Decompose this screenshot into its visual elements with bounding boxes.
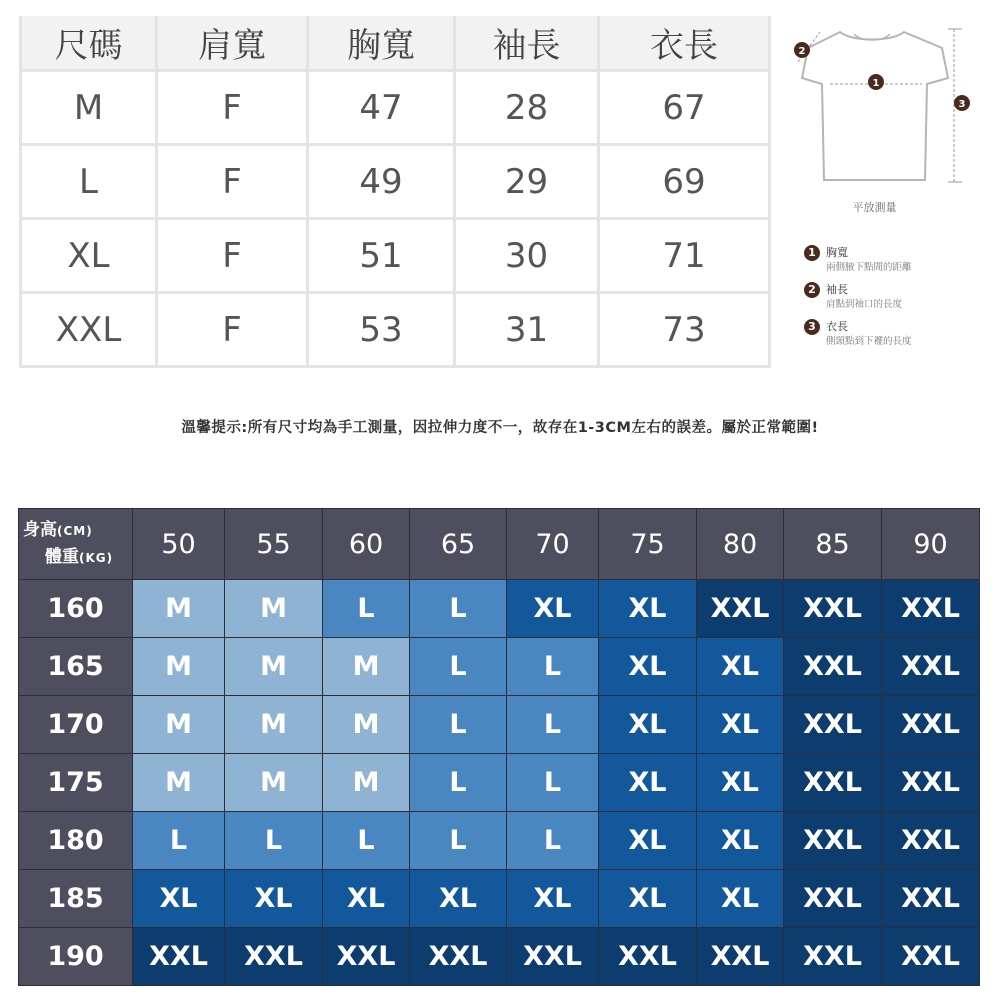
size-table-cell: XXL (19, 294, 158, 368)
size-table-cell: 49 (309, 146, 456, 220)
recommended-size-cell: M (323, 696, 410, 754)
recommended-size-cell: XL (507, 580, 599, 638)
recommended-size-cell: L (410, 580, 507, 638)
recommended-size-cell: XL (697, 696, 784, 754)
recommended-size-cell: XL (133, 870, 225, 928)
recommended-size-cell: L (507, 696, 599, 754)
size-measurement-table (19, 16, 771, 368)
recommended-size-cell: XXL (784, 754, 882, 812)
recommended-size-cell: M (323, 754, 410, 812)
height-header-cell: 190 (19, 928, 133, 986)
weight-header-cell: 90 (882, 509, 980, 580)
recommended-size-cell: XL (697, 754, 784, 812)
size-table-cell: 69 (600, 146, 771, 220)
weight-header-cell: 75 (599, 509, 697, 580)
recommended-size-cell: L (507, 638, 599, 696)
recommended-size-cell: XXL (784, 580, 882, 638)
size-header-cell: 肩寬 (158, 16, 309, 72)
size-table-row (19, 220, 771, 294)
legend-title: 衣長 (826, 320, 848, 333)
weight-header-row (19, 509, 980, 580)
recommended-size-cell: XXL (133, 928, 225, 986)
size-header-cell: 胸寬 (309, 16, 456, 72)
recommended-size-cell: L (410, 812, 507, 870)
recommended-size-cell: XXL (323, 928, 410, 986)
legend-number: 3 (804, 319, 820, 335)
height-weight-size-table (18, 508, 980, 986)
recommended-size-cell: XXL (882, 696, 980, 754)
body-length-marker (954, 95, 970, 111)
recommended-size-cell: XL (599, 638, 697, 696)
size-header-cell: 衣長 (600, 16, 771, 72)
recommended-size-cell: M (133, 696, 225, 754)
height-header-cell: 170 (19, 696, 133, 754)
size-table-cell: 47 (309, 72, 456, 146)
recommended-size-cell: XL (410, 870, 507, 928)
svg-text:2: 2 (798, 46, 806, 57)
legend-description: 肩點到袖口的長度 (826, 299, 903, 310)
recommended-size-cell: XXL (784, 870, 882, 928)
size-table-cell: M (19, 72, 158, 146)
size-table-cell: F (158, 220, 309, 294)
recommended-size-cell: XXL (882, 754, 980, 812)
weight-header-cell: 50 (133, 509, 225, 580)
recommended-size-cell: XXL (225, 928, 323, 986)
size-table-cell: 67 (600, 72, 771, 146)
recommended-size-cell: XXL (697, 580, 784, 638)
size-table-row (19, 146, 771, 220)
height-header-cell: 160 (19, 580, 133, 638)
height-header-cell: 180 (19, 812, 133, 870)
size-table-cell: 73 (600, 294, 771, 368)
size-table-header-row (19, 16, 771, 72)
recommended-size-cell: XL (599, 812, 697, 870)
height-row (19, 928, 980, 986)
recommended-size-cell: M (133, 754, 225, 812)
sleeve-length-marker (794, 42, 810, 58)
size-table-cell: 30 (456, 220, 600, 294)
recommended-size-cell: L (323, 812, 410, 870)
recommended-size-cell: L (410, 754, 507, 812)
recommended-size-cell: XL (599, 870, 697, 928)
recommended-size-cell: XXL (882, 638, 980, 696)
height-header-cell: 185 (19, 870, 133, 928)
height-row (19, 812, 980, 870)
recommended-size-cell: M (225, 754, 323, 812)
recommended-size-cell: XXL (599, 928, 697, 986)
recommended-size-cell: XL (697, 812, 784, 870)
svg-text:1: 1 (872, 78, 880, 89)
recommended-size-cell: XXL (507, 928, 599, 986)
recommended-size-cell: XL (323, 870, 410, 928)
height-row (19, 580, 980, 638)
recommended-size-cell: XXL (697, 928, 784, 986)
recommended-size-cell: L (410, 638, 507, 696)
recommended-size-cell: XXL (784, 812, 882, 870)
size-table-cell: F (158, 72, 309, 146)
recommended-size-cell: L (410, 696, 507, 754)
height-row (19, 638, 980, 696)
legend-number: 1 (804, 245, 820, 261)
recommended-size-cell: M (225, 580, 323, 638)
weight-header-cell: 80 (697, 509, 784, 580)
recommended-size-cell: XXL (882, 870, 980, 928)
svg-text:3: 3 (958, 99, 966, 110)
size-table-cell: 51 (309, 220, 456, 294)
chest-width-marker (868, 74, 884, 90)
weight-header-cell: 85 (784, 509, 882, 580)
recommended-size-cell: L (323, 580, 410, 638)
recommended-size-cell: XXL (882, 928, 980, 986)
height-row (19, 696, 980, 754)
legend-description: 兩側腋下點間的距離 (826, 262, 912, 273)
legend-description: 側頸點到下襬的長度 (826, 336, 912, 347)
height-row (19, 870, 980, 928)
flat-measure-caption: 平放測量 (852, 201, 897, 214)
size-table-cell: XL (19, 220, 158, 294)
measurement-notice: 溫馨提示:所有尺寸均為手工測量，因拉伸力度不一，故存在1-3CM左右的誤差。屬於正常範圍! (181, 420, 819, 436)
recommended-size-cell: XL (599, 696, 697, 754)
recommended-size-cell: XL (225, 870, 323, 928)
height-weight-corner (19, 509, 133, 580)
recommended-size-cell: XXL (882, 812, 980, 870)
size-header-cell: 袖長 (456, 16, 600, 72)
size-header-cell: 尺碼 (19, 16, 158, 72)
weight-header-cell: 65 (410, 509, 507, 580)
size-table-cell: F (158, 294, 309, 368)
recommended-size-cell: XL (599, 754, 697, 812)
recommended-size-cell: L (225, 812, 323, 870)
weight-header-cell: 60 (323, 509, 410, 580)
size-table-cell: 31 (456, 294, 600, 368)
recommended-size-cell: XXL (784, 696, 882, 754)
recommended-size-cell: L (507, 812, 599, 870)
legend-number: 2 (804, 282, 820, 298)
height-header-cell: 175 (19, 754, 133, 812)
size-table-cell: F (158, 146, 309, 220)
height-axis-label: 身高(CM) (23, 520, 93, 540)
size-table-cell: 28 (456, 72, 600, 146)
size-table-row (19, 72, 771, 146)
weight-header-cell: 70 (507, 509, 599, 580)
size-table-cell: L (19, 146, 158, 220)
height-row (19, 754, 980, 812)
size-table-cell: 29 (456, 146, 600, 220)
recommended-size-cell: XL (697, 870, 784, 928)
size-table-row (19, 294, 771, 368)
recommended-size-cell: M (323, 638, 410, 696)
recommended-size-cell: M (133, 580, 225, 638)
recommended-size-cell: XL (507, 870, 599, 928)
size-table-cell: 71 (600, 220, 771, 294)
recommended-size-cell: XL (599, 580, 697, 638)
weight-axis-label: 體重(KG) (45, 547, 114, 567)
recommended-size-cell: XXL (784, 928, 882, 986)
recommended-size-cell: L (507, 754, 599, 812)
legend-title: 袖長 (826, 283, 848, 296)
recommended-size-cell: XXL (784, 638, 882, 696)
recommended-size-cell: XL (697, 638, 784, 696)
recommended-size-cell: XXL (882, 580, 980, 638)
tshirt-icon (782, 20, 982, 195)
size-table-cell: 53 (309, 294, 456, 368)
recommended-size-cell: M (225, 696, 323, 754)
legend-title: 胸寬 (826, 246, 848, 259)
height-header-cell: 165 (19, 638, 133, 696)
recommended-size-cell: M (133, 638, 225, 696)
measurement-diagram (782, 20, 982, 350)
recommended-size-cell: L (133, 812, 225, 870)
recommended-size-cell: XXL (410, 928, 507, 986)
recommended-size-cell: M (225, 638, 323, 696)
weight-header-cell: 55 (225, 509, 323, 580)
